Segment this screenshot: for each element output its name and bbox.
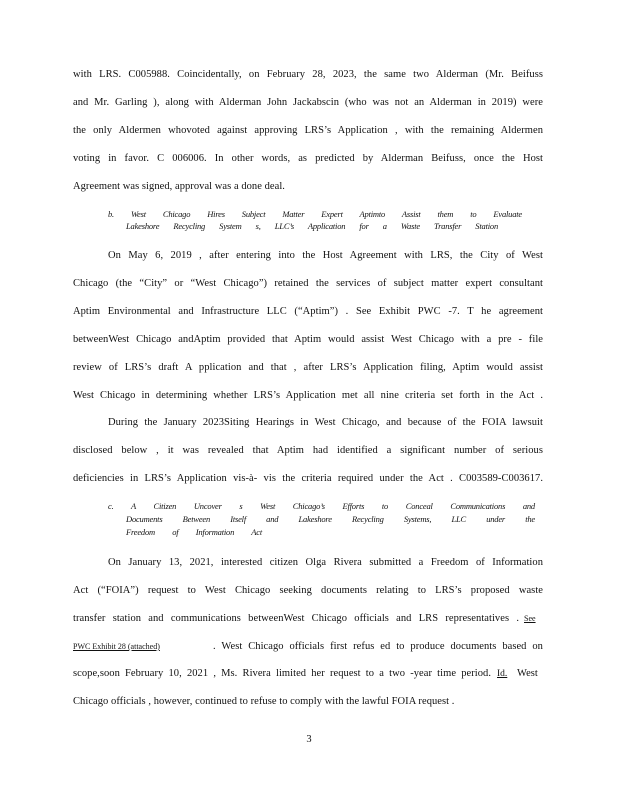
body-line: Chicago (the “City” or “West Chicago”) retained the services of subject matter expert consultant — [73, 278, 543, 289]
section-heading-c-line3: Freedom of Information Act — [126, 527, 262, 537]
body-line: On May 6, 2019 , after entering into the Host Agreement with LRS, the City of West — [108, 250, 543, 261]
body-line: and Mr. Garling ), along with Alderman John Jackabscin (who was not an Alderman in 2019) were — [73, 97, 543, 108]
body-line: scope,soon February 10, 2021 , Ms. Rivera limited her request to a two -year time period. — [73, 668, 491, 679]
body-line: Chicago officials , however, continued to refuse to comply with the lawful FOIA request . — [73, 696, 455, 707]
body-line: transfer station and communications betweenWest Chicago officials and LRS representatives . — [73, 613, 519, 624]
body-line: the only Aldermen whovoted against approving LRS’s Application , with the remaining Aldermen — [73, 125, 543, 136]
section-heading-c-line1: c. A Citizen Uncover s West Chicago’s Efforts to Conceal Communications and — [108, 501, 535, 511]
body-line: Act (“FOIA”) request to West Chicago seeking documents relating to LRS’s proposed waste — [73, 585, 543, 596]
body-line: On January 13, 2021, interested citizen Olga Rivera submitted a Freedom of Information — [108, 557, 543, 568]
body-line: Aptim Environmental and Infrastructure LLC (“Aptim”) . See Exhibit PWC -7. T he agreement — [73, 306, 543, 317]
body-line: West Chicago in determining whether LRS’s Application met all nine criteria set forth in the Act . — [73, 390, 543, 401]
body-line: . West Chicago officials first refus ed to produce documents based on — [213, 641, 543, 652]
body-line: with LRS. C005988. Coincidentally, on February 28, 2023, the same two Alderman (Mr. Beifuss — [73, 69, 543, 80]
body-line: Agreement was signed, approval was a done deal. — [73, 181, 285, 192]
body-line: voting in favor. C 006006. In other words, as predicted by Alderman Beifuss, once the Host — [73, 153, 543, 164]
body-line: betweenWest Chicago andAptim provided that Aptim would assist West Chicago with a pre - file — [73, 334, 543, 345]
page-number: 3 — [306, 734, 312, 745]
exhibit-citation-link: PWC Exhibit 28 (attached) — [73, 642, 160, 651]
section-heading-b-line1: b. West Chicago Hires Subject Matter Expert Aptimto Assist them to Evaluate — [108, 209, 522, 219]
body-line: disclosed below , it was revealed that Aptim had identified a significant number of serious — [73, 445, 543, 456]
citation-see: See — [524, 614, 536, 623]
section-heading-c-line2: Documents Between Itself and Lakeshore Recycling Systems, LLC under the — [126, 514, 535, 524]
section-heading-b-line2: Lakeshore Recycling System s, LLC’s Application for a Waste Transfer Station — [126, 221, 498, 231]
body-line: During the January 2023Siting Hearings in West Chicago, and because of the FOIA lawsuit — [108, 417, 543, 428]
body-line: deficiencies in LRS’s Application vis-à- vis the criteria required under the Act . C003589-C003617. — [73, 473, 543, 484]
body-line: review of LRS’s draft A pplication and that , after LRS’s Application filing, Aptim would assist — [73, 362, 543, 373]
body-line-end: West — [517, 668, 538, 679]
citation-id: Id. — [497, 669, 508, 679]
